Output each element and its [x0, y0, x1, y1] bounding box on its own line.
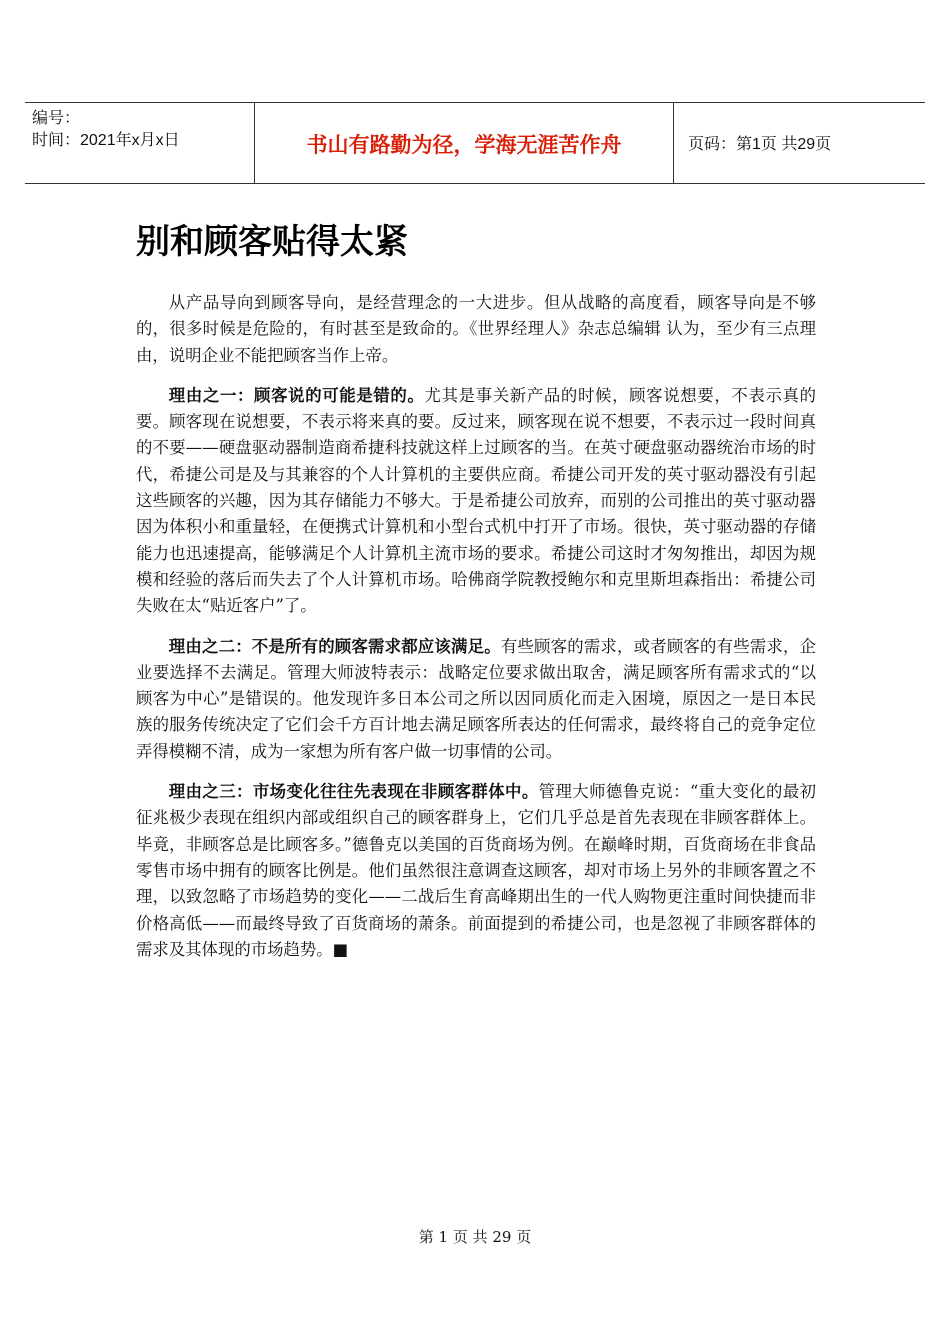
reason-3-text: 管理大师德鲁克说：“重大变化的最初征兆极少表现在组织内部或组织自己的顾客群身上，它们几乎总是首先表现在非顾客群体上。毕竟，非顾客总是比顾客多。”德鲁克以美国的百货商场为例。在巅峰时期，百货商场在非食品零售市场中拥有的顾客比例是。他们虽然很注意调查这顾客，却对市场上另外的非顾客置之不理，以致忽略了市场趋势的变化——二战后生育高峰期出生的一代人购物更注重时间快捷而非价格高低——而最终导致了百货商场的萧条。前面提到的希捷公司，也是忽视了非顾客群体的需求及其体现的市场趋势。■ — [136, 782, 816, 959]
reason-1-paragraph — [136, 383, 816, 620]
document-header — [25, 102, 925, 184]
header-page-code: 页码：第1页 共29页 — [688, 136, 832, 153]
article-body — [136, 290, 816, 977]
header-info-cell — [25, 103, 255, 183]
article-title: 别和顾客贴得太紧 — [136, 222, 408, 262]
reason-2-heading: 理由之二：不是所有的顾客需求都应该满足。 — [168, 636, 501, 656]
page-footer: 第 1 页 共 29 页 — [418, 1228, 532, 1246]
article-intro-paragraph: 从产品导向到顾客导向，是经营理念的一大进步。但从战略的高度看，顾客导向是不够的，很多时候是危险的，有时甚至是致命的。《世界经理人》杂志总编辑 认为，至少有三点理由，说明企业不能把顾客当作上帝。 — [136, 293, 816, 365]
reason-1-heading: 理由之一：顾客说的可能是错的。 — [168, 385, 425, 405]
document-time-label: 时间：2021年x月x日 — [32, 132, 180, 149]
reason-2-text: 有些顾客的需求，或者顾客的有些需求，企业要选择不去满足。管理大师波特表示：战略定位要求做出取舍，满足顾客所有需求式的“以顾客为中心”是错误的。他发现许多日本公司之所以因同质化而走入困境，原因之一是日本民族的服务传统决定了它们会千方百计地去满足顾客所表达的任何需求，最终将自己的竞争定位弄得模糊不清，成为一家想为所有客户做一切事情的公司。 — [136, 636, 817, 761]
header-motto-cell — [255, 103, 674, 183]
reason-1-text: 尤其是事关新产品的时候，顾客说想要，不表示真的要。顾客现在说想要，不表示将来真的要。反过来，顾客现在说不想要，不表示过一段时间真的不要——硬盘驱动器制造商希捷科技就这样上过顾客的当。在英寸硬盘驱动器统治市场的时代，希捷公司是及与其兼容的个人计算机的主要供应商。希捷公司开发的英寸驱动器没有引起这些顾客的兴趣，因为其存储能力不够大。于是希捷公司放弃，而别的公司推出的英寸驱动器因为体积小和重量轻，在便携式计算机和小型台式机中打开了市场。很快，英寸驱动器的存储能力也迅速提高，能够满足个人计算机主流市场的要求。希捷公司这时才匆匆推出，却因为规模和经验的落后而失去了个人计算机市场。哈佛商学院教授鲍尔和克里斯坦森指出：希捷公司失败在太“贴近客户”了。 — [136, 385, 816, 616]
header-page-cell — [674, 103, 925, 183]
reason-3-heading: 理由之三：市场变化往往先表现在非顾客群体中。 — [168, 782, 539, 802]
header-motto: 书山有路勤为径，学海无涯苦作舟 — [306, 133, 622, 157]
reason-3-paragraph — [136, 779, 816, 963]
reason-2-paragraph — [136, 634, 816, 765]
document-number-label: 编号： — [32, 110, 81, 127]
